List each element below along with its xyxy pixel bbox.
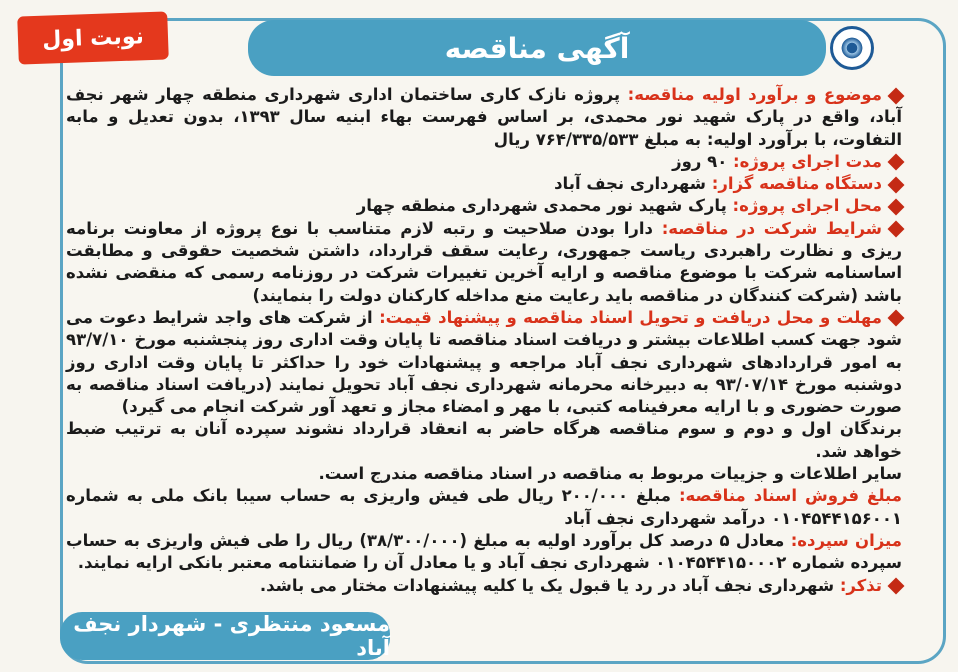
note-details: سایر اطلاعات و جزییات مربوط به مناقصه در اسناد مناقصه مندرج است. <box>318 464 902 484</box>
logo-emblem-icon <box>840 36 864 60</box>
diamond-bullet-icon <box>888 154 905 171</box>
item-text: پروژه نازک کاری ساختمان اداری شهرداری منطقه چهار شهر نجف آباد، واقع در پارک شهید نور محمدی، بر اساس فهرست بهاء ابنیه سال ۱۳۹۳، بدون تعدیل و مابه التفاوت، با برآورد اولیه: به مبلغ ۷۶۴/۳۳۵/۵۳۳ ریال <box>66 85 902 149</box>
item-label: تذکر: <box>839 575 882 595</box>
item-text: پارک شهید نور محمدی شهرداری منطقه چهار <box>356 196 727 216</box>
item-deposit <box>66 530 902 575</box>
item-location <box>66 195 902 217</box>
mayor-signature: مسعود منتظری - شهردار نجف آباد <box>73 612 390 660</box>
item-label: موضوع و برآورد اولیه مناقصه: <box>627 85 882 104</box>
notice-title-bar <box>248 20 826 76</box>
item-label: میزان سپرده: <box>790 530 902 550</box>
item-subject <box>66 84 902 151</box>
item-label: محل اجرای پروژه: <box>732 196 882 216</box>
item-text: از شرکت های واجد شرایط دعوت می شود جهت کسب اطلاعات بیشتر و دریافت اسناد مناقصه تا پایان وقت اداری روز پنجشنبه مورخ ۹۳/۷/۱۰ به امور قراردادهای شهرداری نجف آباد مراجعه و پیشنهادات خود را حداکثر تا پایان وقت اداری روز دوشنبه مورخ ۹۳/۰۷/۱۴ به دبیرخانه محرمانه شهرداری نجف آباد تحویل نمایند (دریافت اسناد مناقصه به صورت حضوری و با ارایه معرفینامه کتبی، با مهر و امضاء مجاز و تعهد آور شرکت انجام می گیرد) <box>66 307 902 417</box>
item-sale-price <box>66 485 902 530</box>
notice-title: آگهی مناقصه <box>444 31 630 65</box>
diamond-bullet-icon <box>888 310 905 327</box>
item-text: مبلغ ۲۰۰/۰۰۰ ریال طی فیش واریزی به حساب سیبا بانک ملی به شماره ۰۱۰۴۵۴۴۱۵۶۰۰۱ درآمد شهرداری نجف آباد <box>66 486 902 528</box>
diamond-bullet-icon <box>888 578 905 595</box>
municipality-logo-icon <box>830 26 874 70</box>
item-label: مهلت و محل دریافت و تحویل اسناد مناقصه و پیشنهاد قیمت: <box>379 307 882 327</box>
item-text: ۹۰ روز <box>672 151 728 171</box>
signature-bar <box>60 612 390 660</box>
diamond-bullet-icon <box>888 198 905 215</box>
diamond-bullet-icon <box>888 87 905 104</box>
item-label: دستگاه مناقصه گزار: <box>711 174 882 194</box>
item-text: معادل ۵ درصد کل برآورد اولیه به مبلغ (۳۸/۳۰۰/۰۰۰) ریال را طی فیش واریزی به حساب سپرده شماره ۰۱۰۴۵۴۴۱۵۰۰۰۲ شهرداری نجف آباد و یا معادل آن را ضمانتنامه معتبر بانکی ارایه نمایند. <box>66 530 902 573</box>
item-reminder <box>66 575 902 597</box>
notice-body <box>66 84 902 597</box>
item-text: شهرداری نجف آباد <box>554 174 706 194</box>
item-label: مدت اجرای پروژه: <box>733 151 882 171</box>
item-label: شرایط شرکت در مناقصه: <box>661 218 883 238</box>
item-organizer <box>66 173 902 195</box>
diamond-bullet-icon <box>888 221 905 238</box>
item-text: دارا بودن صلاحیت و رتبه لازم متناسب با نوع پروژه از معاونت برنامه ریزی و نظارت راهبردی ریاست جمهوری، رعایت سقف قرارداد، داشتن شخصیت حقوقی و مطابقت اساسنامه شرکت با موضوع مناقصه و ارایه آخرین تغییرات شرکت در روزنامه رسمی که منقضی نشده باشد (شرکت کنندگان در مناقصه باید رعایت منع مداخله کارکنان دولت را بنمایند) <box>66 218 902 305</box>
item-deadline <box>66 307 902 418</box>
round-badge: نوبت اول <box>17 11 169 64</box>
item-conditions <box>66 218 902 307</box>
note-winners: برندگان اول و دوم و سوم مناقصه هرگاه حاضر به انعقاد قرارداد نشوند سپرده آنان به ترتیب ضبط خواهد شد. <box>66 419 902 461</box>
item-duration <box>66 151 902 173</box>
diamond-bullet-icon <box>888 176 905 193</box>
item-label: مبلغ فروش اسناد مناقصه: <box>678 486 903 506</box>
item-text: شهرداری نجف آباد در رد یا قبول یک یا کلیه پیشنهادات مختار می باشد. <box>259 575 835 595</box>
